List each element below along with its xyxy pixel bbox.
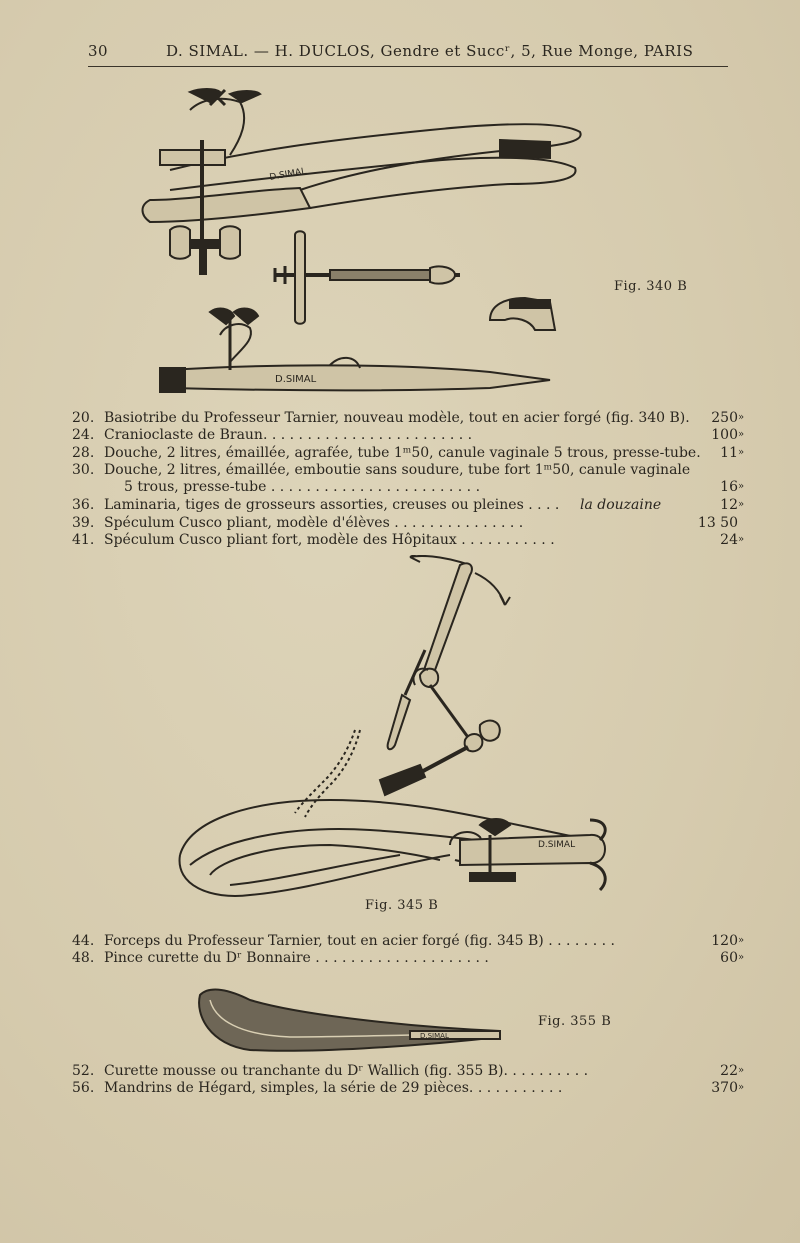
stamp-label-3: D.SIMAL (538, 840, 576, 850)
header-rule (88, 66, 728, 67)
list-item: 36. Laminaria, tiges de grosseurs assorties, creuses ou pleines . . . . la douzaine 12 » (72, 497, 745, 513)
header-text: D. SIMAL. — H. DUCLOS, Gendre et Succʳ, 5, Rue Monge, PARIS (166, 42, 694, 60)
figure-355b-curette (190, 975, 510, 1060)
forceps-illustration (170, 555, 620, 915)
stamp-label-4: D.SIMAL (420, 1032, 449, 1040)
curette-illustration (190, 975, 510, 1060)
list-item: 28. Douche, 2 litres, émaillée, agrafée, tube 1ᵐ50, canule vaginale 5 trous, presse-tube. 11 » (72, 445, 745, 461)
list-item: 24. Cranioclaste de Braun. . . . . . . . . . . . . . . . . . . . . . . . 100 » (72, 427, 745, 443)
list-item: 41. Spéculum Cusco pliant fort, modèle des Hôpitaux . . . . . . . . . . . 24 » (72, 532, 745, 548)
list-item: 56. Mandrins de Hégard, simples, la série de 29 pièces. . . . . . . . . . . 370 » (72, 1080, 745, 1096)
list-item: 20. Basiotribe du Professeur Tarnier, nouveau modèle, tout en acier forgé (fig. 340 B). 250 » (72, 410, 745, 426)
list-item: 5 trous, presse-tube . . . . . . . . . . . . . . . . . . . . . . . . 16 » (124, 479, 745, 495)
figure-340b-basiotribe (130, 80, 600, 400)
page-number: 30 (88, 42, 109, 60)
list-item: 52. Curette mousse ou tranchante du Dʳ Wallich (fig. 355 B). . . . . . . . . . 22 » (72, 1063, 745, 1079)
basiotribe-illustration (130, 80, 600, 400)
list-item: 44. Forceps du Professeur Tarnier, tout en acier forgé (fig. 345 B) . . . . . . . . 120 » (72, 933, 745, 949)
stamp-label-2: D.SIMAL (275, 374, 317, 385)
fig-345b-label: Fig. 345 B (365, 898, 439, 913)
figure-345b-forceps (170, 555, 620, 915)
stamp-label-1: D.SIMAL (268, 166, 308, 183)
fig-340b-label: Fig. 340 B (614, 279, 688, 294)
fig-355b-label: Fig. 355 B (538, 1014, 612, 1029)
list-item: 48. Pince curette du Dʳ Bonnaire . . . . . . . . . . . . . . . . . . . . 60 » (72, 950, 745, 966)
list-item: 30. Douche, 2 litres, émaillée, emboutie sans soudure, tube fort 1ᵐ50, canule vaginale (72, 462, 691, 478)
list-item: 39. Spéculum Cusco pliant, modèle d'élèves . . . . . . . . . . . . . . . 13 50 (72, 515, 738, 531)
